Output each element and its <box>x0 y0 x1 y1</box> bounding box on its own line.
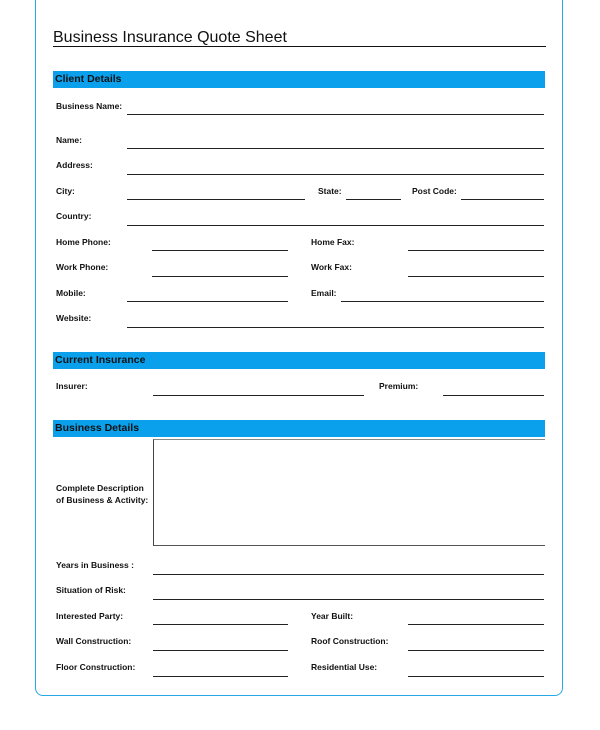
mobile-field[interactable] <box>127 301 288 302</box>
work-phone-label: Work Phone: <box>56 262 109 272</box>
country-label: Country: <box>56 211 92 221</box>
section-header-current-insurance: Current Insurance <box>53 352 545 369</box>
work-fax-label: Work Fax: <box>311 262 352 272</box>
residential-use-field[interactable] <box>408 676 544 677</box>
floor-construction-field[interactable] <box>153 676 288 677</box>
section-header-client-details: Client Details <box>53 71 545 88</box>
description-label-line2: of Business & Activity: <box>56 495 149 505</box>
description-label <box>56 482 154 506</box>
mobile-label: Mobile: <box>56 288 86 298</box>
insurer-field[interactable] <box>153 395 364 396</box>
name-field[interactable] <box>127 148 544 149</box>
website-field[interactable] <box>127 327 544 328</box>
business-name-label: Business Name: <box>56 101 123 111</box>
residential-use-label: Residential Use: <box>311 662 378 672</box>
post-code-field[interactable] <box>461 199 544 200</box>
address-label: Address: <box>56 160 93 170</box>
page-title: Business Insurance Quote Sheet <box>53 29 287 46</box>
year-built-field[interactable] <box>408 624 544 625</box>
roof-construction-field[interactable] <box>408 650 544 651</box>
email-field[interactable] <box>341 301 544 302</box>
home-fax-label: Home Fax: <box>311 237 355 247</box>
home-fax-field[interactable] <box>408 250 544 251</box>
city-field[interactable] <box>127 199 305 200</box>
address-field[interactable] <box>127 174 544 175</box>
floor-construction-label: Floor Construction: <box>56 662 136 672</box>
work-fax-field[interactable] <box>408 276 544 277</box>
website-label: Website: <box>56 313 92 323</box>
state-field[interactable] <box>346 199 401 200</box>
description-label-line1: Complete Description <box>56 483 144 493</box>
wall-construction-field[interactable] <box>153 650 288 651</box>
interested-party-field[interactable] <box>153 624 288 625</box>
years-in-business-label: Years in Business : <box>56 560 134 570</box>
situation-of-risk-label: Situation of Risk: <box>56 585 126 595</box>
roof-construction-label: Roof Construction: <box>311 636 389 646</box>
description-textarea[interactable] <box>153 439 545 546</box>
state-label: State: <box>318 186 342 196</box>
premium-field[interactable] <box>443 395 544 396</box>
business-name-field[interactable] <box>127 114 544 115</box>
insurer-label: Insurer: <box>56 381 88 391</box>
country-field[interactable] <box>127 225 544 226</box>
wall-construction-label: Wall Construction: <box>56 636 132 646</box>
email-label: Email: <box>311 288 337 298</box>
situation-of-risk-field[interactable] <box>153 599 544 600</box>
name-label: Name: <box>56 135 82 145</box>
work-phone-field[interactable] <box>152 276 288 277</box>
title-underline <box>53 46 546 47</box>
years-in-business-field[interactable] <box>153 574 544 575</box>
section-header-business-details: Business Details <box>53 420 545 437</box>
premium-label: Premium: <box>379 381 419 391</box>
home-phone-field[interactable] <box>152 250 288 251</box>
interested-party-label: Interested Party: <box>56 611 124 621</box>
home-phone-label: Home Phone: <box>56 237 111 247</box>
city-label: City: <box>56 186 75 196</box>
post-code-label: Post Code: <box>412 186 457 196</box>
year-built-label: Year Built: <box>311 611 354 621</box>
